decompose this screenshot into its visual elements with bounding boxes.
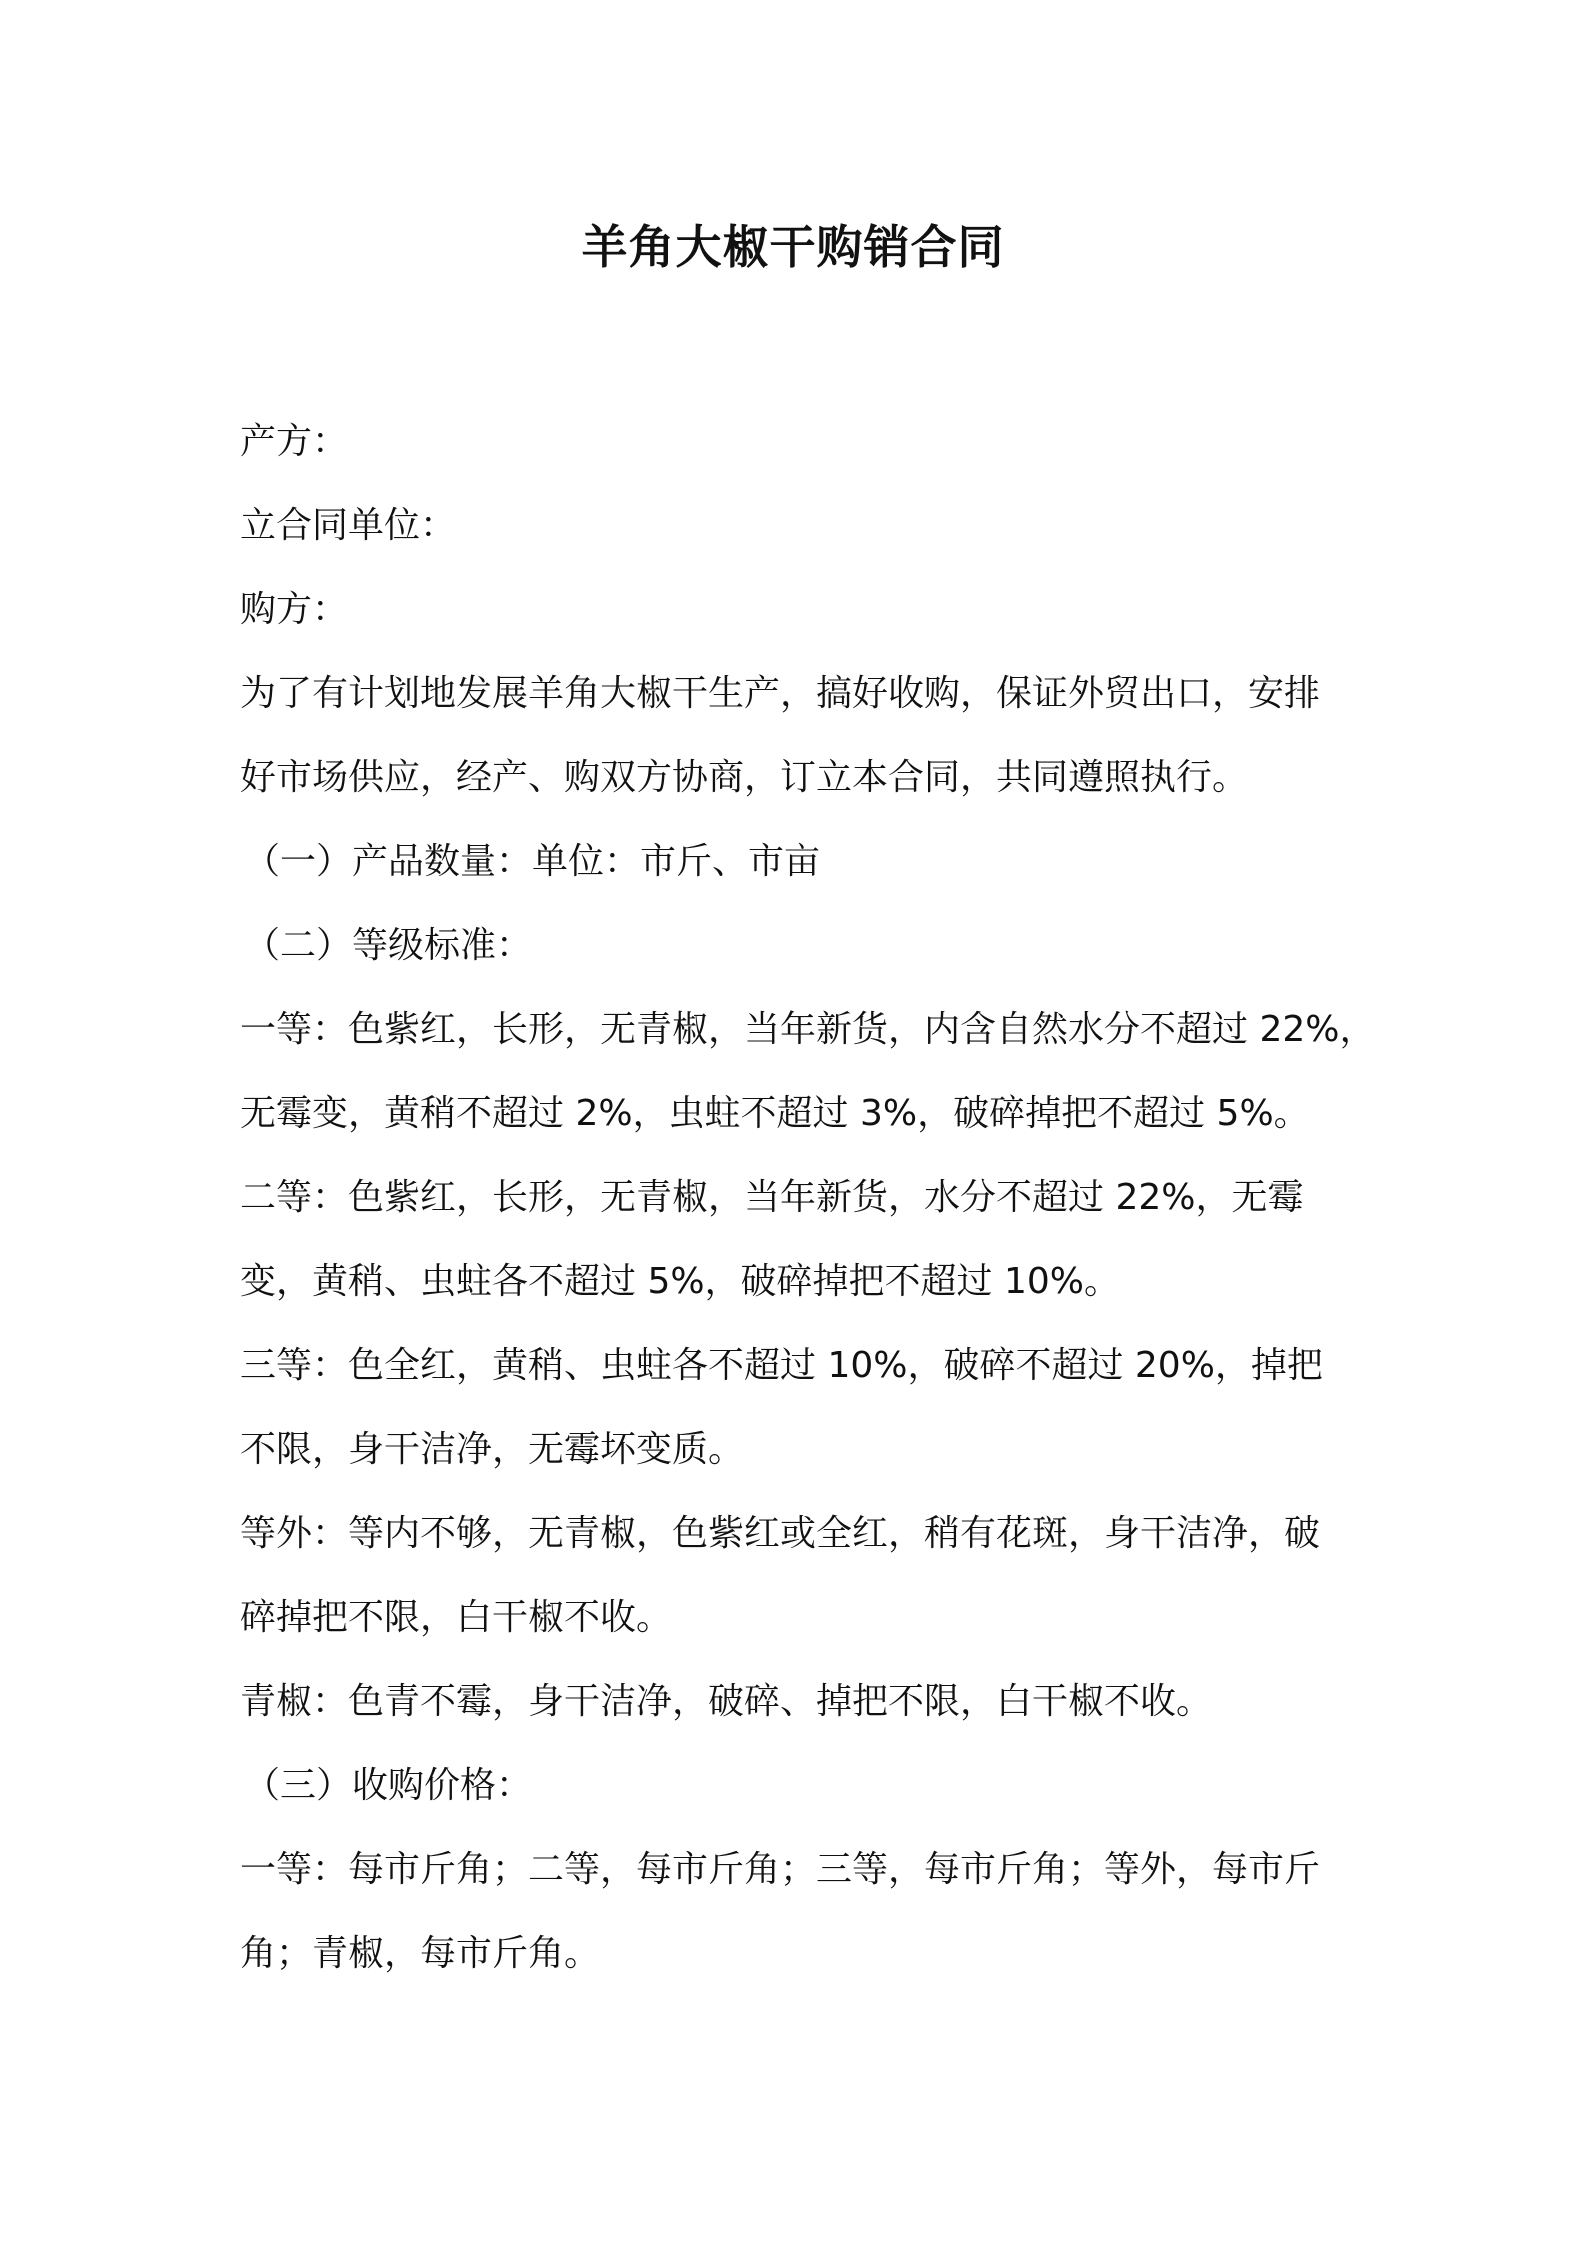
section-2-grades: （二）等级标准： <box>244 925 533 966</box>
section-3-price: （三）收购价格： <box>244 1765 533 1806</box>
grade-2-line-2: 变，黄稍、虫蛀各不超过 5%，破碎掉把不超过 10%。 <box>240 1261 1121 1302</box>
off-grade-line-2: 碎掉把不限，白干椒不收。 <box>240 1597 673 1638</box>
contract-unit-line: 立合同单位： <box>240 505 457 546</box>
price-line-2: 角；青椒，每市斤角。 <box>240 1933 601 1974</box>
grade-1-line-2: 无霉变，黄稍不超过 2%，虫蛀不超过 3%，破碎掉把不超过 5%。 <box>240 1093 1310 1134</box>
price-line-1: 一等：每市斤角；二等，每市斤角；三等，每市斤角；等外，每市斤 <box>240 1849 1321 1890</box>
grade-1-line-1: 一等：色紫红，长形，无青椒，当年新货，内含自然水分不超过 22%， <box>240 1009 1376 1050</box>
green-pepper-line: 青椒：色青不霉，身干洁净，破碎、掉把不限，白干椒不收。 <box>240 1681 1213 1722</box>
document-title: 羊角大椒干购销合同 <box>581 220 1005 274</box>
section-1-quantity: （一）产品数量：单位：市斤、市亩 <box>244 841 821 882</box>
off-grade-line-1: 等外：等内不够，无青椒，色紫红或全红，稍有花斑，身干洁净，破 <box>240 1513 1321 1554</box>
buyer-line: 购方： <box>240 589 349 630</box>
grade-3-line-1: 三等：色全红，黄稍、虫蛀各不超过 10%，破碎不超过 20%，掉把 <box>240 1345 1323 1386</box>
grade-3-line-2: 不限，身干洁净，无霉坏变质。 <box>240 1429 745 1470</box>
preamble-line-2: 好市场供应，经产、购双方协商，订立本合同，共同遵照执行。 <box>240 757 1249 798</box>
seller-line: 产方： <box>240 421 349 462</box>
preamble-line-1: 为了有计划地发展羊角大椒干生产，搞好收购，保证外贸出口，安排 <box>240 673 1321 714</box>
grade-2-line-1: 二等：色紫红，长形，无青椒，当年新货，水分不超过 22%，无霉 <box>240 1177 1304 1218</box>
document-body <box>240 400 1376 1996</box>
